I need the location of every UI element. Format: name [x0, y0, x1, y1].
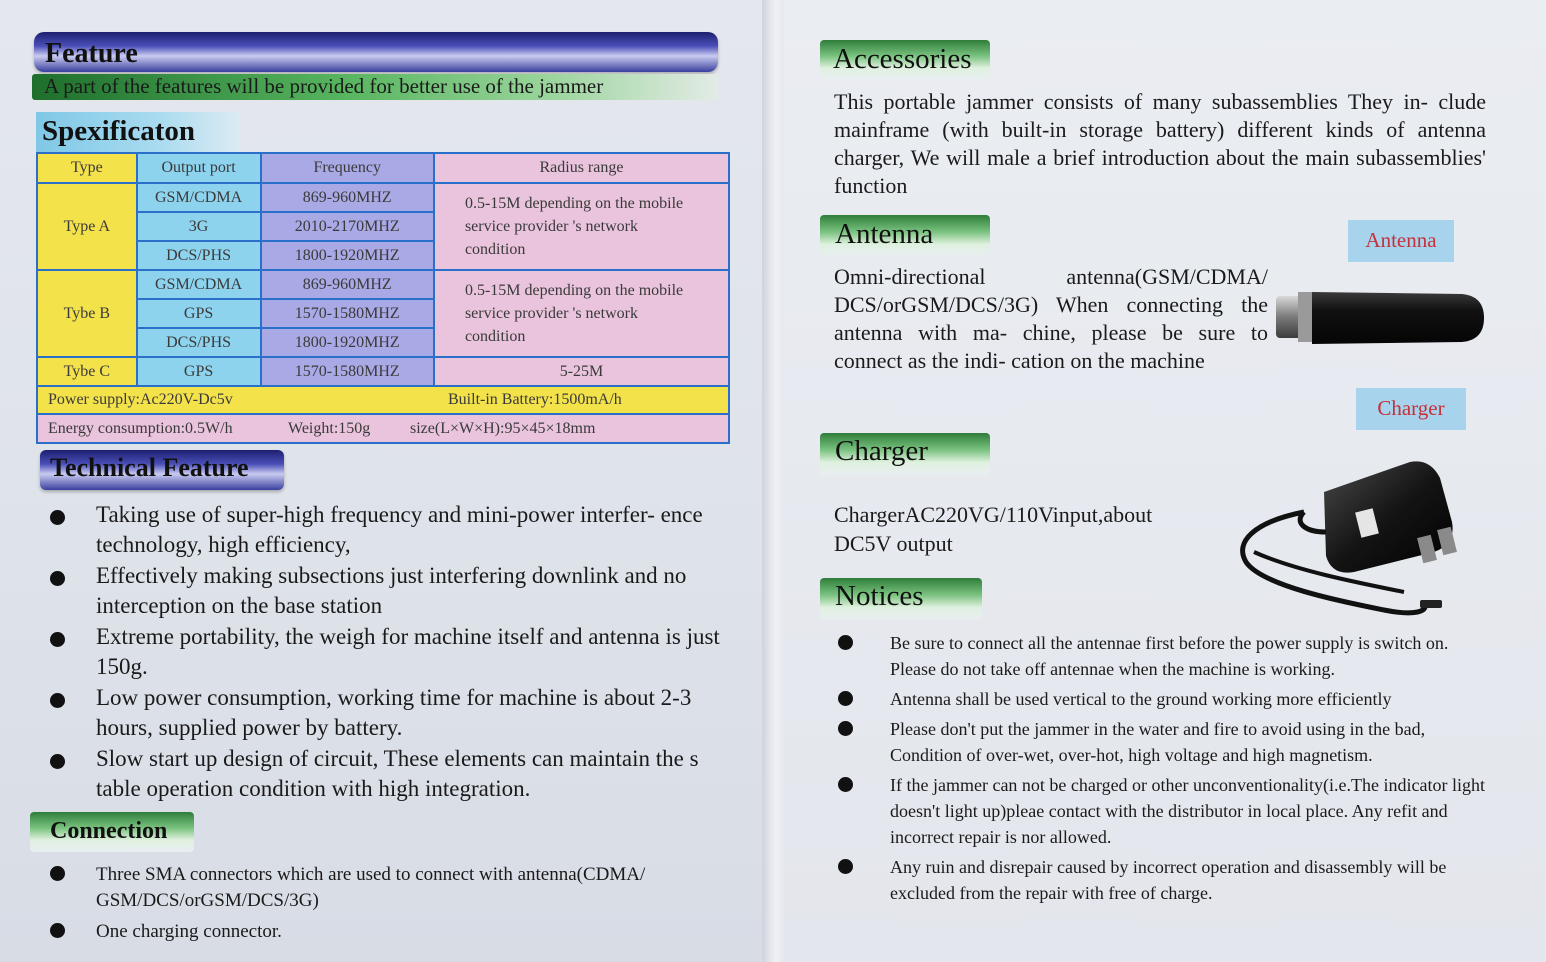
- port-cell: GPS: [137, 357, 261, 386]
- header-frequency: Frequency: [261, 153, 434, 183]
- port-cell: GSM/CDMA: [137, 183, 261, 212]
- header-type: Type: [37, 153, 137, 183]
- type-b-radius: 0.5-15M depending on the mobile service provider 's network condition: [434, 270, 729, 357]
- power-supply: Power supply:Ac220V-Dc5v: [48, 391, 233, 408]
- accessories-title: Accessories: [833, 43, 972, 75]
- bullet-icon: [838, 691, 853, 706]
- connection-list: [40, 862, 720, 945]
- freq-cell: 1570-1580MHZ: [261, 357, 434, 386]
- bullet-icon: [50, 923, 65, 938]
- bullet-icon: [50, 510, 65, 525]
- weight-info: Weight:150g: [288, 419, 371, 437]
- bullet-icon: [838, 635, 853, 650]
- list-item: [40, 862, 720, 914]
- list-item-text: Three SMA connectors which are used to connect with antenna(CDMA/ GSM/DCS/orGSM/DCS/3G): [96, 864, 646, 911]
- spec-header-row: [37, 153, 729, 183]
- accessories-text: This portable jammer consists of many subassemblies They in- clude mainframe (with built-in storage battery) different kinds of antenna charger, We will male a brief introduction about the main subassemblies' function: [834, 89, 1486, 198]
- type-c-label: Tybe C: [37, 357, 137, 386]
- size-info: size(L×W×H):95×45×18mm: [410, 419, 596, 437]
- list-item: [40, 683, 720, 743]
- antenna-image-label: Antenna: [1348, 220, 1454, 262]
- power-row: [37, 386, 729, 414]
- type-b-label: Tybe B: [37, 270, 137, 357]
- charger-image: [1234, 452, 1466, 624]
- charger-title: Charger: [835, 435, 928, 467]
- freq-cell: 1570-1580MHZ: [261, 299, 434, 328]
- spec-table: [36, 152, 730, 444]
- type-a-label: Type A: [37, 183, 137, 270]
- power-cell: [37, 386, 729, 414]
- charger-text: ChargerAC220VG/110Vinput,about DC5V output: [834, 502, 1153, 556]
- port-cell: GPS: [137, 299, 261, 328]
- table-row: [37, 183, 729, 212]
- freq-cell: 869-960MHZ: [261, 183, 434, 212]
- bullet-icon: [838, 777, 853, 792]
- list-item: [834, 686, 1488, 712]
- list-item-text: Extreme portability, the weigh for machine itself and antenna is just 150g.: [96, 624, 720, 679]
- technical-list: [40, 500, 720, 804]
- port-cell: GSM/CDMA: [137, 270, 261, 299]
- freq-cell: 869-960MHZ: [261, 270, 434, 299]
- list-item: [40, 744, 720, 804]
- table-row: [37, 270, 729, 299]
- list-item: [40, 500, 720, 560]
- freq-cell: 1800-1920MHZ: [261, 241, 434, 270]
- energy-cell: [37, 414, 729, 443]
- energy-row: [37, 414, 729, 443]
- technical-title: Technical Feature: [50, 453, 249, 482]
- list-item-text: Antenna shall be used vertical to the ground working more efficiently: [890, 689, 1392, 709]
- list-item: [834, 716, 1488, 768]
- freq-cell: 2010-2170MHZ: [261, 212, 434, 241]
- bullet-icon: [50, 693, 65, 708]
- antenna-image: [1272, 282, 1488, 354]
- list-item-text: Low power consumption, working time for machine is about 2-3 hours, supplied power by battery.: [96, 685, 692, 740]
- feature-title: Feature: [45, 38, 138, 69]
- spec-title: Spexificaton: [42, 115, 196, 147]
- antenna-text: Omni-directional antenna(GSM/CDMA/ DCS/orGSM/DCS/3G) When connecting the antenna with ma- chine, please be sure to connect as the indi- cation on the machine: [834, 264, 1268, 373]
- header-output-port: Output port: [137, 153, 261, 183]
- type-c-radius: 5-25M: [434, 357, 729, 386]
- bullet-icon: [50, 866, 65, 881]
- list-item-text: Any ruin and disrepair caused by incorrect operation and disassembly will be excluded from the repair with free of charge.: [890, 857, 1447, 903]
- bullet-icon: [50, 754, 65, 769]
- list-item: [40, 919, 720, 945]
- list-item-text: Please don't put the jammer in the water and fire to avoid using in the bad, Condition of over-wet, over-hot, high voltage and high magnetism.: [890, 719, 1426, 765]
- list-item-text: One charging connector.: [96, 921, 282, 942]
- notices-title: Notices: [835, 580, 924, 612]
- page-fold: [762, 0, 784, 962]
- port-cell: DCS/PHS: [137, 328, 261, 357]
- list-item-text: Slow start up design of circuit, These elements can maintain the s table operation condition with high integration.: [96, 746, 699, 801]
- list-item: [834, 630, 1488, 682]
- list-item: [40, 561, 720, 621]
- freq-cell: 1800-1920MHZ: [261, 328, 434, 357]
- list-item: [834, 772, 1488, 850]
- list-item-text: If the jammer can not be charged or other unconventionality(i.e.The indicator light doesn't light up)pleae contact with the distributor in local place. Any refit and incorrect repair is nor allowed.: [890, 775, 1485, 847]
- antenna-title: Antenna: [835, 218, 934, 250]
- list-item-text: Be sure to connect all the antennae first before the power supply is switch on. Please do not take off antennae when the machine is working.: [890, 633, 1449, 679]
- battery-info: Built-in Battery:1500mA/h: [448, 391, 622, 408]
- energy-consumption: Energy consumption:0.5W/h: [48, 419, 233, 437]
- bullet-icon: [838, 859, 853, 874]
- port-cell: DCS/PHS: [137, 241, 261, 270]
- type-a-radius: 0.5-15M depending on the mobile service provider 's network condition: [434, 183, 729, 270]
- bullet-icon: [838, 721, 853, 736]
- bullet-icon: [50, 571, 65, 586]
- notices-list: [834, 630, 1488, 906]
- feature-subtitle: A part of the features will be provided for better use of the jammer: [44, 74, 604, 98]
- list-item: [40, 622, 720, 682]
- table-row: [37, 357, 729, 386]
- list-item-text: Effectively making subsections just interfering downlink and no interception on the base station: [96, 563, 687, 618]
- bullet-icon: [50, 632, 65, 647]
- port-cell: 3G: [137, 212, 261, 241]
- list-item-text: Taking use of super-high frequency and mini-power interfer- ence technology, high efficiency,: [96, 502, 703, 557]
- list-item: [834, 854, 1488, 906]
- header-radius: Radius range: [434, 153, 729, 183]
- charger-image-label: Charger: [1356, 388, 1466, 430]
- connection-title: Connection: [50, 818, 168, 844]
